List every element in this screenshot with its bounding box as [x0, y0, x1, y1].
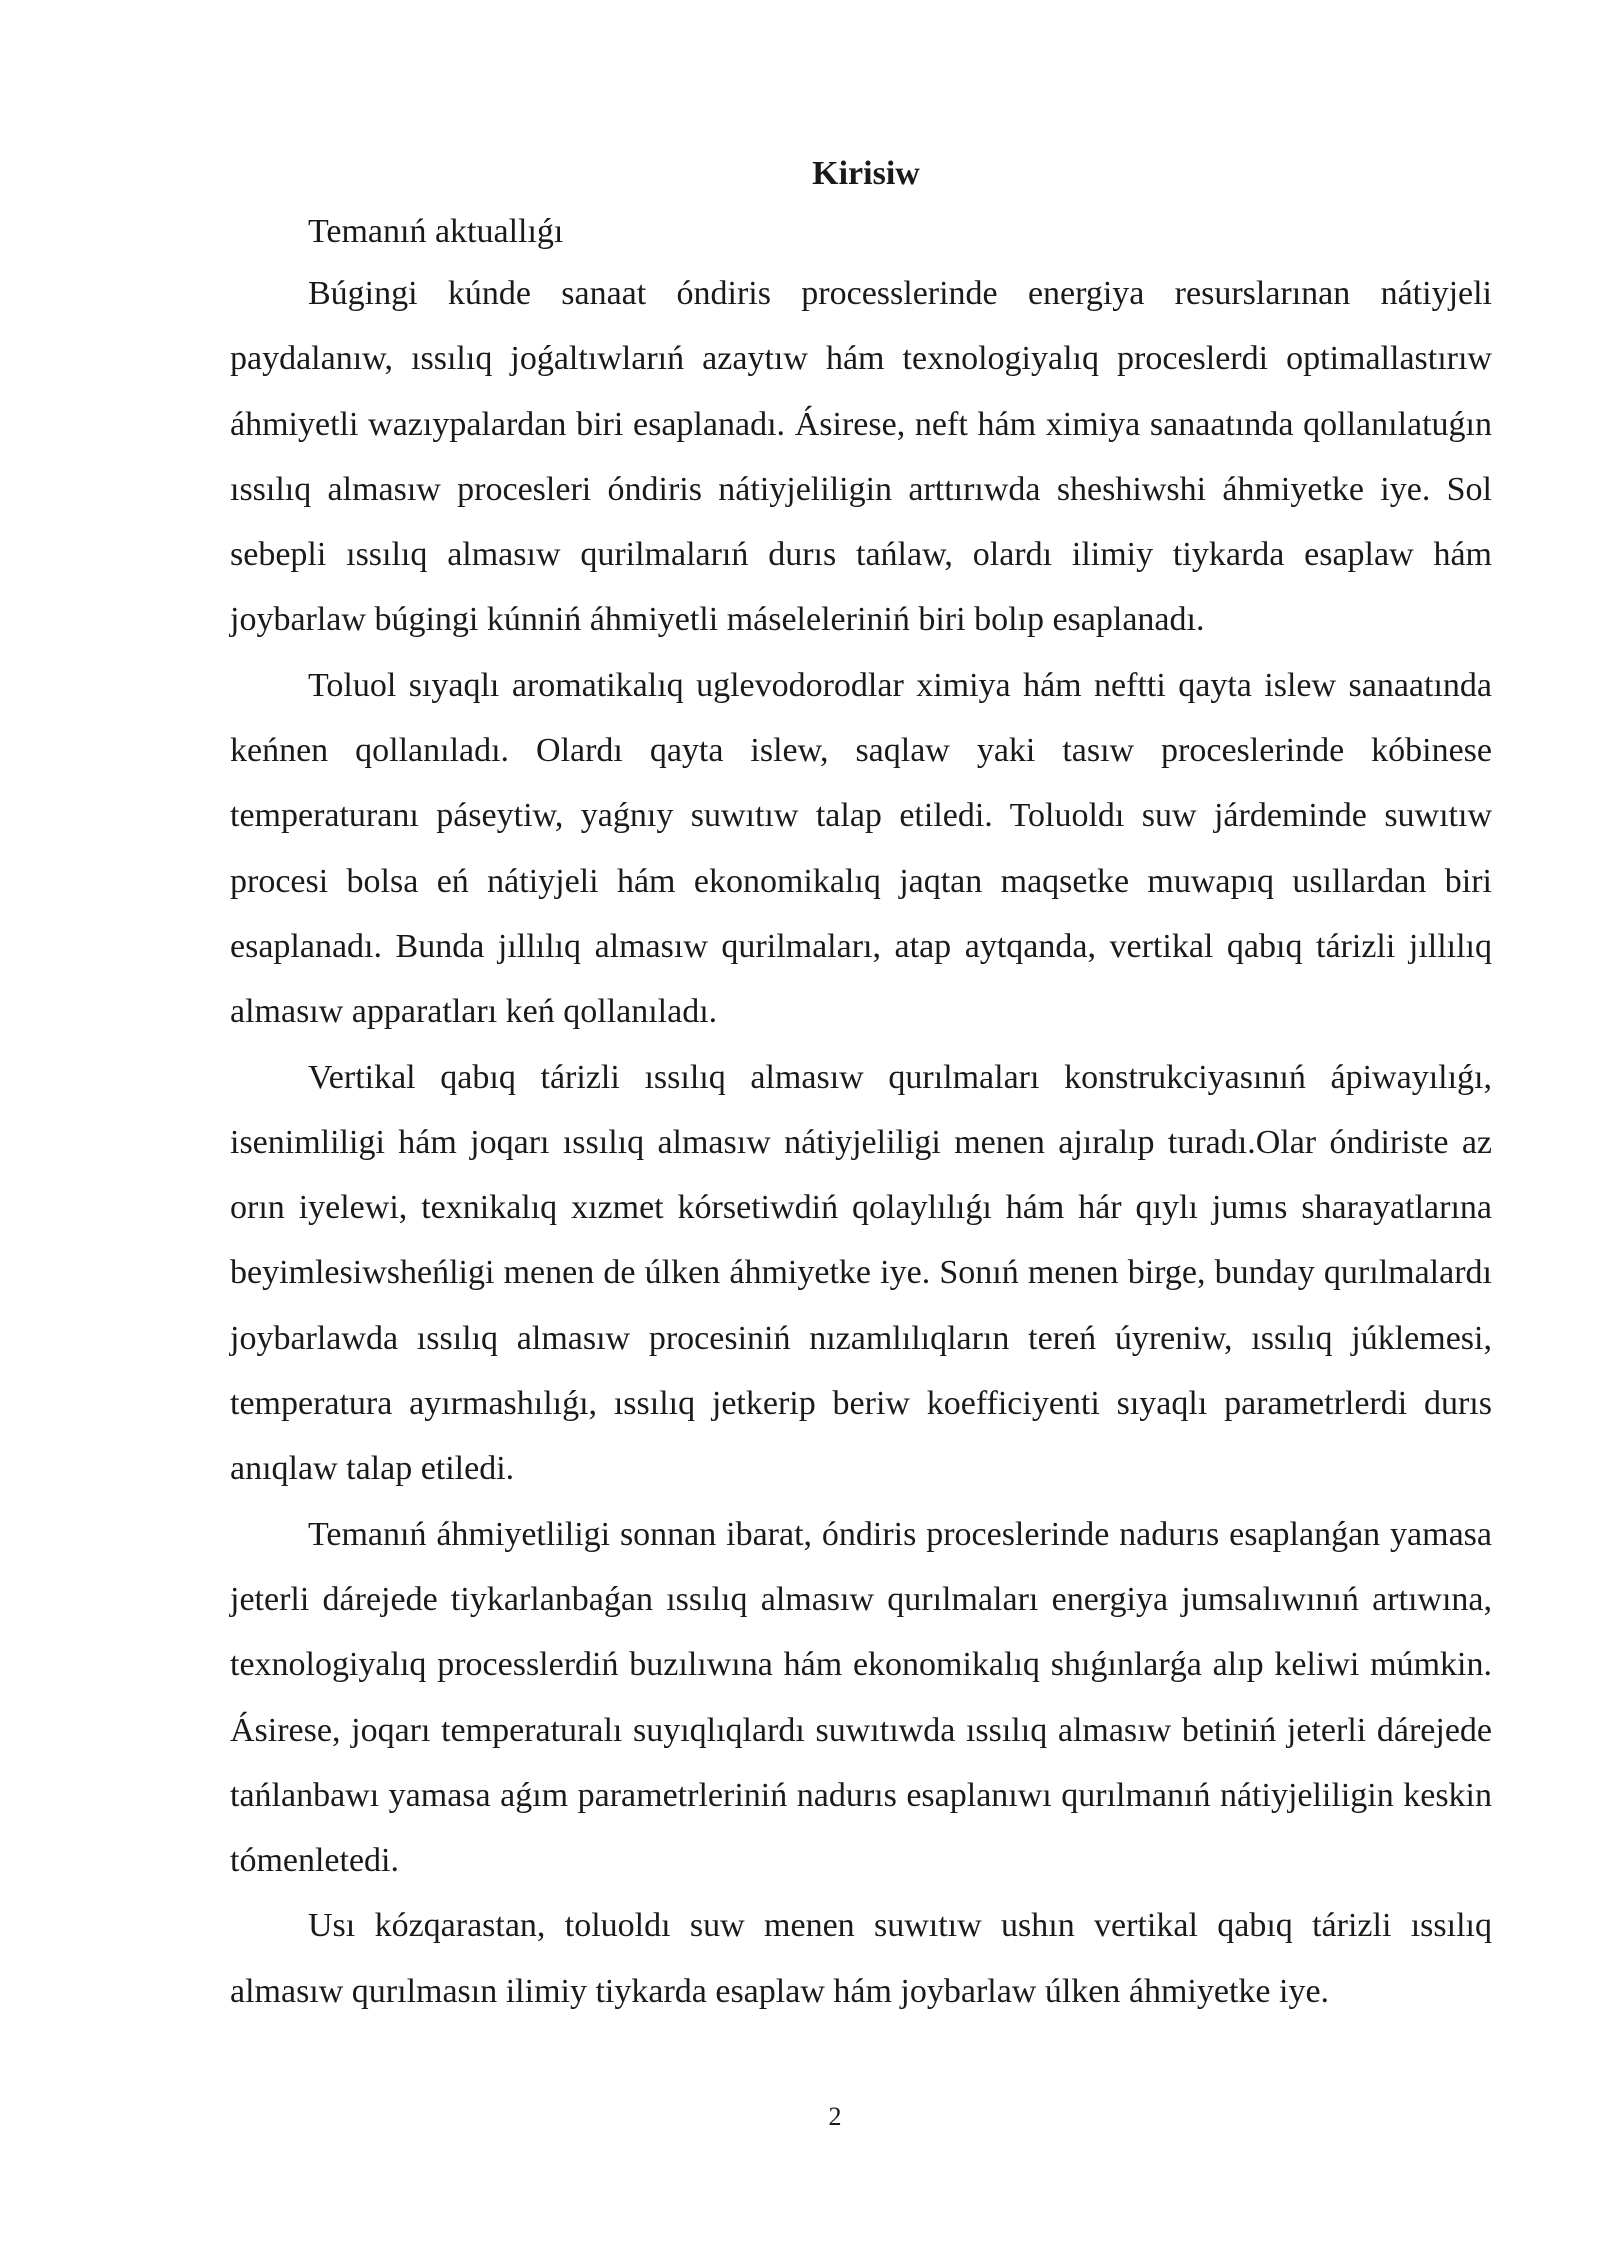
paragraph-3: Vertikal qabıq tárizli ıssılıq almasıw qurılmaları konstrukciyasınıń ápiwayılıǵı, isenimliligi hám joqarı ıssılıq almasıw nátiyjeliligi menen ajıralıp turadı.Olar óndiriste az orın iyelewi, texnikalıq xızmet kórsetiwdiń qolaylılıǵı hám hár qıylı jumıs sharayatlarına beyimlesiwsheńligi menen de úlken áhmiyetke iye. Sonıń menen birge, bunday qurılmalardı joybarlawda ıssılıq almasıw procesiniń nızamlılıqların tereń úyreniw, ıssılıq júklemesi, temperatura ayırmashılıǵı, ıssılıq jetkerip beriw koefficiyenti sıyaqlı parametrlerdi durıs anıqlaw talap etiledi. [230, 1058, 1492, 1488]
paragraph-2: Toluol sıyaqlı aromatikalıq uglevodorodlar ximiya hám neftti qayta islew sanaatında keńnen qollanıladı. Olardı qayta islew, saqlaw yaki tasıw proceslerinde kóbinese temperaturanı páseytiw, yaǵnıy suwıtıw talap etiledi. Toluoldı suw járdeminde suwıtıw procesi bolsa eń nátiyjeli hám ekonomikalıq jaqtan maqsetke muwapıq usıllardan biri esaplanadı. Bunda jıllılıq almasıw qurilmaları, atap aytqanda, vertikal qabıq tárizli jıllılıq almasıw apparatları keń qollanıladı. [230, 666, 1492, 1031]
paragraph-4: Temanıń áhmiyetliligi sonnan ibarat, óndiris proceslerinde nadurıs esaplanǵan yamasa jeterli dárejede tiykarlanbaǵan ıssılıq almasıw qurılmaları energiya jumsalıwınıń artıwına, texnologiyalıq processlerdiń buzılıwına hám ekonomikalıq shıǵınlarǵa alıp keliwi múmkin. Ásirese, joqarı temperaturalı suyıqlıqlardı suwıtıwda ıssılıq almasıw betiniń jeterli dárejede tańlanbawı yamasa aǵım parametrleriniń nadurıs esaplanıwı qurılmanıń nátiyjeliligin keskin tómenletedi. [230, 1515, 1492, 1880]
section-heading: Temanıń aktuallıǵı [308, 213, 564, 250]
paragraph-1: Búgingi kúnde sanaat óndiris processlerinde energiya resurslarınan nátiyjeli paydalanıw, ıssılıq joǵaltıwlarıń azaytıw hám texnologiyalıq proceslerdi optimallastırıw áhmiyetli wazıypalardan biri esaplanadı. Ásirese, neft hám ximiya sanaatında qollanılatuǵın ıssılıq almasıw procesleri óndiris nátiyjeliligin arttırıwda sheshiwshi áhmiyetke iye. Sol sebepli ıssılıq almasıw qurilmalarıń durıs tańlaw, olardı ilimiy tiykarda esaplaw hám joybarlaw búgingi kúnniń áhmiyetli máseleleriniń biri bolıp esaplanadı. [230, 275, 1492, 639]
page-content [230, 145, 1492, 2024]
page-title: Kirisiw [812, 155, 920, 192]
page-number: 2 [828, 2102, 842, 2131]
paragraph-5: Usı kózqarastan, toluoldı suw menen suwıtıw ushın vertikal qabıq tárizli ıssılıq almasıw qurılmasın ilimiy tiykarda esaplaw hám joybarlaw úlken áhmiyetke iye. [230, 1907, 1492, 2010]
